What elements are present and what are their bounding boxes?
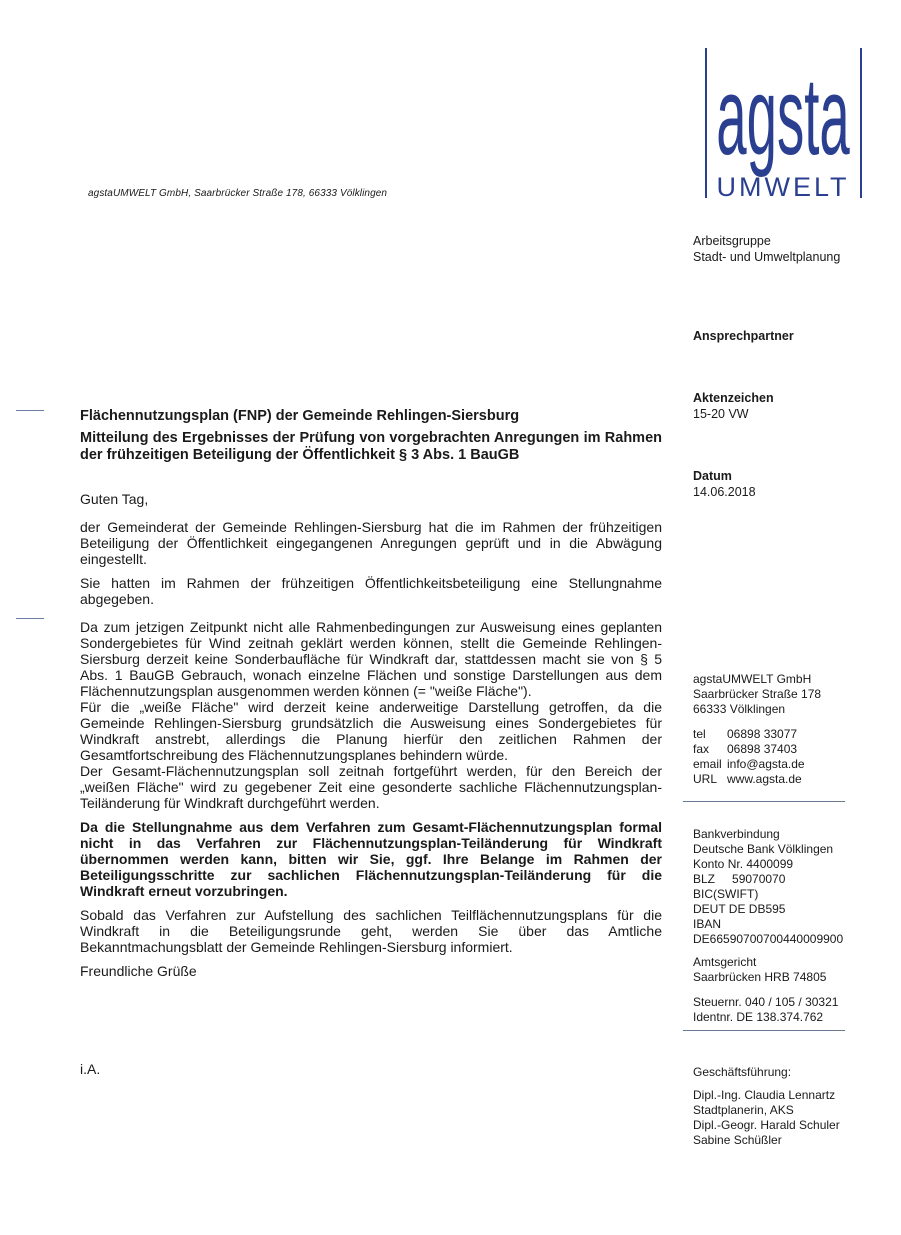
bank-bic-value: DEUT DE DB595 xyxy=(693,902,786,916)
body-paragraph: der Gemeinderat der Gemeinde Rehlingen-Siersburg hat die im Rahmen der frühzeitigen Beteiligung der Öffentlichkeit eingegangenen Anregungen geprüft und in die Abwägung eingestellt. xyxy=(80,519,662,567)
date-label: Datum xyxy=(693,469,732,483)
closing: Freundliche Grüße xyxy=(80,963,197,979)
subject-title: Flächennutzungsplan (FNP) der Gemeinde Rehlingen-Siersburg xyxy=(80,408,520,424)
bank-account: Konto Nr. 4400099 xyxy=(693,857,794,871)
bank-blz-value: 59070070 xyxy=(732,872,786,886)
reference-label: Aktenzeichen xyxy=(693,391,774,405)
fold-mark xyxy=(16,410,44,411)
sender-address-line: agstaUMWELT GmbH, Saarbrücker Straße 178, 66333 Völklingen xyxy=(88,188,388,199)
org-line-1: Arbeitsgruppe xyxy=(693,234,771,248)
court-value: Saarbrücken HRB 74805 xyxy=(693,970,827,984)
management-list xyxy=(693,1088,840,1148)
management-person: Stadtplanerin, AKS xyxy=(693,1103,794,1117)
contact-value: 06898 37403 xyxy=(727,742,798,756)
company-logo xyxy=(700,48,865,208)
company-street: Saarbrücker Straße 178 xyxy=(693,687,822,701)
reference-block xyxy=(693,390,774,422)
subject-block xyxy=(80,408,662,464)
management-person: Dipl.-Ing. Claudia Lennartz xyxy=(693,1088,836,1102)
ident-number: Identnr. DE 138.374.762 xyxy=(693,1010,824,1024)
bank-bic-label: BIC(SWIFT) xyxy=(693,887,759,901)
bank-iban-label: IBAN xyxy=(693,917,722,931)
contact-label: URL xyxy=(693,772,718,786)
contact-details xyxy=(693,727,805,787)
management-title: Geschäftsführung: xyxy=(693,1065,792,1079)
contact-row-url xyxy=(693,772,805,787)
org-line-2: Stadt- und Umweltplanung xyxy=(693,250,841,264)
logo-wordmark: agsta xyxy=(716,55,850,179)
company-city: 66333 Völklingen xyxy=(693,702,786,716)
subject-detail: Mitteilung des Ergebnisses der Prüfung von vorgebrachten Anregungen im Rahmen der frühzeitigen Beteiligung der Öffentlichkeit § 3 Abs. 1 BauGB xyxy=(80,430,662,463)
court-block xyxy=(693,955,826,985)
reference-value: 15-20 VW xyxy=(693,407,749,421)
fold-mark xyxy=(16,618,44,619)
body-paragraph: Sobald das Verfahren zur Aufstellung des sachlichen Teilflächennutzungsplans für die Windkraft in die Beteiligungsrunde geht, werden Sie über das Amtliche Bekanntmachungsblatt der Gemeinde Rehlingen-Siersburg informiert. xyxy=(80,907,662,955)
court-label: Amtsgericht xyxy=(693,955,757,969)
contact-row-fax xyxy=(693,742,805,757)
tax-number: Steuernr. 040 / 105 / 30321 xyxy=(693,995,839,1009)
management-person: Sabine Schüßler xyxy=(693,1133,782,1147)
contact-value[interactable]: info@agsta.de xyxy=(727,757,805,771)
bank-iban-value: DE66590700700440009900 xyxy=(693,932,844,946)
body-paragraph: Sie hatten im Rahmen der frühzeitigen Öffentlichkeitsbeteiligung eine Stellungnahme abgegeben. xyxy=(80,575,662,607)
bank-blz xyxy=(693,872,843,887)
contact-row-email xyxy=(693,757,805,772)
tax-block xyxy=(693,995,838,1025)
bank-details xyxy=(693,827,843,947)
body-paragraph: Für die „weiße Fläche" wird derzeit keine anderweitige Darstellung getroffen, da die Gemeinde Rehlingen-Siersburg grundsätzlich die Ausweisung eines Sondergebietes für Windkraft anstrebt, allerdings die Planung hierfür den zeitlichen Rahmen der Gesamtfortschreibung des Flächennutzungsplanes behindern würde. xyxy=(80,699,662,763)
contact-value: 06898 33077 xyxy=(727,727,798,741)
management-person: Dipl.-Geogr. Harald Schuler xyxy=(693,1118,840,1132)
date-block xyxy=(693,468,756,500)
contact-value[interactable]: www.agsta.de xyxy=(727,772,802,786)
contact-label: email xyxy=(693,757,722,771)
divider xyxy=(683,801,845,802)
company-name: agstaUMWELT GmbH xyxy=(693,672,812,686)
bank-blz-label: BLZ xyxy=(693,872,716,886)
divider xyxy=(683,1030,845,1031)
body-paragraph: Da zum jetzigen Zeitpunkt nicht alle Rahmenbedingungen zur Ausweisung eines geplanten Sondergebietes für Wind zeitnah geklärt werden können, stellt die Gemeinde Rehlingen-Siersburg derzeit keine Sonderbaufläche für Windkraft dar, stattdessen macht sie von § 5 Abs. 1 BauGB Gebrauch, wonach einzelne Flächen und sonstige Darstellungen aus dem Flächennutzungsplan ausgenommen werden können (= "weiße Fläche"). xyxy=(80,619,662,699)
greeting: Guten Tag, xyxy=(80,491,149,507)
contact-label: tel xyxy=(693,727,706,741)
body-paragraph-emphasis: Da die Stellungnahme aus dem Verfahren zum Gesamt-Flächennutzungsplan formal nicht in das Verfahren zur Flächennutzungsplan-Teiländerung für Windkraft übernommen werden kann, bitten wir Sie, ggf. Ihre Belange im Rahmen der Beteiligungsschritte zur sachlichen Flächennutzungsplan-Teiländerung für die Windkraft erneut vorzubringen. xyxy=(80,819,662,899)
body-paragraph: Der Gesamt-Flächennutzungsplan soll zeitnah fortgeführt werden, für den Bereich der „weißen Fläche" wird zu gegebener Zeit eine gesonderte sachliche Flächennutzungsplan-Teiländerung für Windkraft durchgeführt werden. xyxy=(80,763,662,811)
date-value: 14.06.2018 xyxy=(693,485,756,499)
bank-name: Deutsche Bank Völklingen xyxy=(693,842,834,856)
contact-person-label: Ansprechpartner xyxy=(693,329,794,343)
contact-label: fax xyxy=(693,742,710,756)
signature-line: i.A. xyxy=(80,1061,101,1077)
org-name xyxy=(693,233,840,265)
logo-subtitle: UMWELT xyxy=(716,172,850,202)
letter-body xyxy=(80,491,662,987)
bank-title: Bankverbindung xyxy=(693,827,780,841)
contact-row-tel xyxy=(693,727,805,742)
company-address xyxy=(693,672,821,717)
